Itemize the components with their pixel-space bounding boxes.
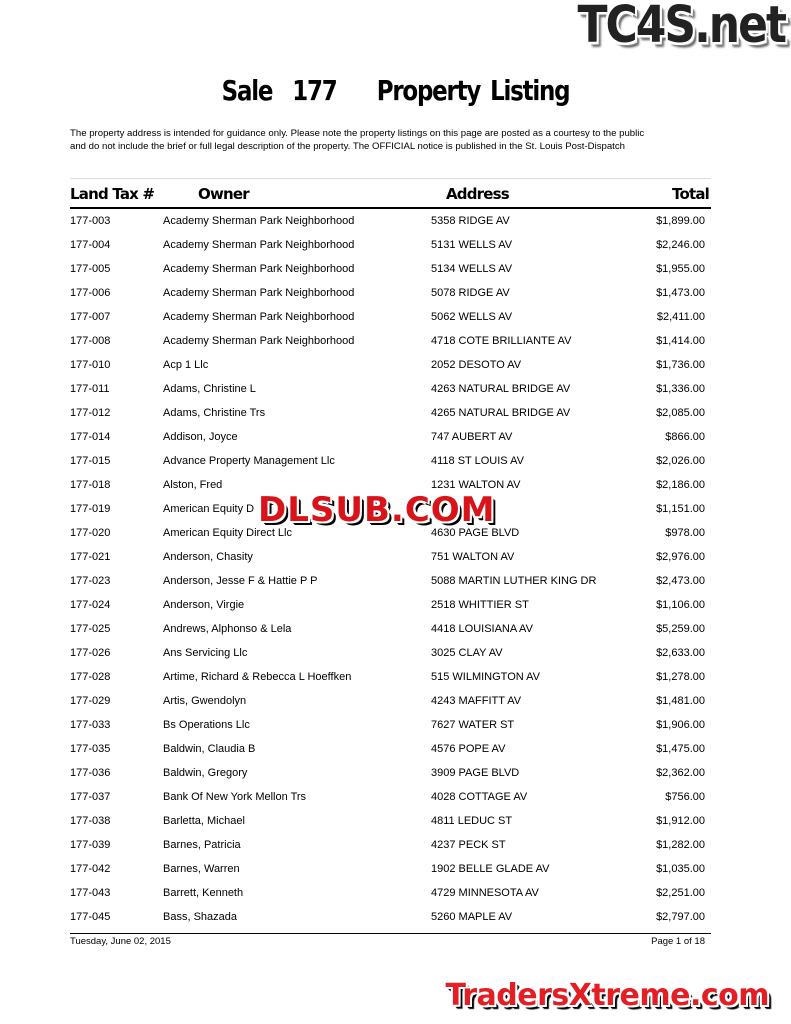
owner-name: Academy Sherman Park Neighborhood	[163, 311, 355, 323]
table-row	[0, 762, 791, 786]
land-tax-number: 177-014	[70, 431, 111, 443]
total-amount: $1,414.00	[656, 335, 705, 347]
total-amount: $1,473.00	[656, 287, 705, 299]
property-address: 747 AUBERT AV	[431, 431, 513, 443]
total-amount: $2,473.00	[656, 575, 705, 587]
top-divider	[70, 178, 711, 179]
footer-page-number: Page 1 of 18	[651, 936, 705, 947]
owner-name: Academy Sherman Park Neighborhood	[163, 287, 355, 299]
land-tax-number: 177-037	[70, 791, 111, 803]
property-address: 5134 WELLS AV	[431, 263, 513, 275]
owner-name: Bass, Shazada	[163, 911, 237, 923]
sale-number: Sale 177	[221, 74, 337, 107]
property-address: 5088 MARTIN LUTHER KING DR	[431, 575, 597, 587]
column-header-total: Total	[672, 185, 709, 203]
owner-name: Barnes, Patricia	[163, 839, 241, 851]
total-amount: $1,336.00	[656, 383, 705, 395]
owner-name: Barletta, Michael	[163, 815, 245, 827]
table-row	[0, 306, 791, 330]
table-row	[0, 738, 791, 762]
table-row	[0, 282, 791, 306]
table-row	[0, 834, 791, 858]
owner-name: Bs Operations Llc	[163, 719, 250, 731]
owner-name: American Equity Direct Llc	[163, 527, 292, 539]
table-row	[0, 810, 791, 834]
table-row	[0, 450, 791, 474]
total-amount: $2,251.00	[656, 887, 705, 899]
land-tax-number: 177-020	[70, 527, 111, 539]
disclaimer	[70, 128, 710, 153]
total-amount: $2,976.00	[656, 551, 705, 563]
property-address: 1231 WALTON AV	[431, 479, 521, 491]
total-amount: $2,362.00	[656, 767, 705, 779]
land-tax-number: 177-033	[70, 719, 111, 731]
land-tax-number: 177-019	[70, 503, 111, 515]
page-title	[71, 74, 720, 107]
total-amount: $1,106.00	[656, 599, 705, 611]
property-address: 4265 NATURAL BRIDGE AV	[431, 407, 571, 419]
land-tax-number: 177-043	[70, 887, 111, 899]
owner-name: Anderson, Chasity	[163, 551, 253, 563]
table-row	[0, 594, 791, 618]
owner-name: Andrews, Alphonso & Lela	[163, 623, 292, 635]
land-tax-number: 177-038	[70, 815, 111, 827]
disclaimer-line-2: and do not include the brief or full legal description of the property. The OFFICIAL notice is published in the St. Louis Post-Dispatch	[70, 140, 625, 152]
owner-name: Barnes, Warren	[163, 863, 240, 875]
table-row	[0, 714, 791, 738]
property-address: 5131 WELLS AV	[431, 239, 513, 251]
property-address: 7627 WATER ST	[431, 719, 515, 731]
total-amount: $1,475.00	[656, 743, 705, 755]
owner-name: Artis, Gwendolyn	[163, 695, 247, 707]
property-address: 751 WALTON AV	[431, 551, 515, 563]
owner-name: Advance Property Management Llc	[163, 455, 335, 467]
total-amount: $2,797.00	[656, 911, 705, 923]
property-address: 5358 RIDGE AV	[431, 215, 510, 227]
total-amount: $5,259.00	[656, 623, 705, 635]
property-address: 4118 ST LOUIS AV	[431, 455, 524, 467]
total-amount: $2,246.00	[656, 239, 705, 251]
property-address: 3025 CLAY AV	[431, 647, 503, 659]
table-row	[0, 906, 791, 930]
owner-name: Academy Sherman Park Neighborhood	[163, 335, 355, 347]
column-header-owner: Owner	[198, 185, 249, 203]
land-tax-number: 177-028	[70, 671, 111, 683]
owner-name: Barrett, Kenneth	[163, 887, 244, 899]
total-amount: $866.00	[665, 431, 705, 443]
column-header-tax: Land Tax #	[70, 185, 155, 203]
property-address: 5078 RIDGE AV	[431, 287, 510, 299]
land-tax-number: 177-024	[70, 599, 111, 611]
property-address: 2052 DESOTO AV	[431, 359, 522, 371]
owner-name: Academy Sherman Park Neighborhood	[163, 239, 355, 251]
total-amount: $1,736.00	[656, 359, 705, 371]
column-header-address: Address	[446, 185, 509, 203]
owner-name: Baldwin, Gregory	[163, 767, 248, 779]
owner-name: Academy Sherman Park Neighborhood	[163, 263, 355, 275]
table-row	[0, 546, 791, 570]
owner-name: Baldwin, Claudia B	[163, 743, 256, 755]
owner-name: Addison, Joyce	[163, 431, 238, 443]
land-tax-number: 177-006	[70, 287, 111, 299]
property-address: 2518 WHITTIER ST	[431, 599, 529, 611]
property-address: 4418 LOUISIANA AV	[431, 623, 533, 635]
footer-divider	[70, 933, 711, 934]
land-tax-number: 177-021	[70, 551, 111, 563]
table-row	[0, 666, 791, 690]
land-tax-number: 177-015	[70, 455, 111, 467]
total-amount: $2,085.00	[656, 407, 705, 419]
land-tax-number: 177-003	[70, 215, 111, 227]
property-address: 4263 NATURAL BRIDGE AV	[431, 383, 571, 395]
property-address: 4811 LEDUC ST	[431, 815, 513, 827]
total-amount: $1,899.00	[656, 215, 705, 227]
table-row	[0, 210, 791, 234]
table-row	[0, 378, 791, 402]
total-amount: $1,955.00	[656, 263, 705, 275]
land-tax-number: 177-026	[70, 647, 111, 659]
tradersxtreme-watermark: TradersXtreme.com	[445, 978, 769, 1013]
owner-name: Academy Sherman Park Neighborhood	[163, 215, 355, 227]
property-address: 4729 MINNESOTA AV	[431, 887, 539, 899]
land-tax-number: 177-004	[70, 239, 111, 251]
owner-name: Adams, Christine L	[163, 383, 256, 395]
land-tax-number: 177-035	[70, 743, 111, 755]
property-address: 4718 COTE BRILLIANTE AV	[431, 335, 572, 347]
table-row	[0, 690, 791, 714]
table-row	[0, 234, 791, 258]
land-tax-number: 177-005	[70, 263, 111, 275]
total-amount: $2,411.00	[656, 311, 705, 323]
land-tax-number: 177-039	[70, 839, 111, 851]
owner-name: Anderson, Jesse F & Hattie P P	[163, 575, 318, 587]
total-amount: $2,186.00	[656, 479, 705, 491]
tc4s-watermark: TC4S.net	[577, 0, 785, 55]
table-row	[0, 882, 791, 906]
land-tax-number: 177-010	[70, 359, 111, 371]
property-address: 4237 PECK ST	[431, 839, 506, 851]
total-amount: $2,633.00	[656, 647, 705, 659]
table-row	[0, 642, 791, 666]
table-row	[0, 330, 791, 354]
total-amount: $1,282.00	[656, 839, 705, 851]
table-row	[0, 618, 791, 642]
land-tax-number: 177-011	[70, 383, 110, 395]
owner-name: American Equity D	[163, 503, 255, 515]
land-tax-number: 177-007	[70, 311, 111, 323]
land-tax-number: 177-045	[70, 911, 111, 923]
property-address: 5260 MAPLE AV	[431, 911, 513, 923]
dlsub-watermark: DLSUB.COM	[258, 490, 496, 530]
property-address: 4028 COTTAGE AV	[431, 791, 528, 803]
table-row	[0, 858, 791, 882]
property-address: 4576 POPE AV	[431, 743, 506, 755]
property-address: 3909 PAGE BLVD	[431, 767, 520, 779]
owner-name: Alston, Fred	[163, 479, 223, 491]
land-tax-number: 177-018	[70, 479, 111, 491]
total-amount: $1,906.00	[656, 719, 705, 731]
owner-name: Adams, Christine Trs	[163, 407, 266, 419]
table-row	[0, 354, 791, 378]
property-address: 4630 PAGE BLVD	[431, 527, 520, 539]
owner-name: Acp 1 Llc	[163, 359, 209, 371]
total-amount: $2,026.00	[656, 455, 705, 467]
owner-name: Artime, Richard & Rebecca L Hoeffken	[163, 671, 352, 683]
table-row	[0, 258, 791, 282]
land-tax-number: 177-012	[70, 407, 111, 419]
total-amount: $1,278.00	[656, 671, 705, 683]
total-amount: $978.00	[665, 527, 705, 539]
land-tax-number: 177-029	[70, 695, 111, 707]
table-row	[0, 786, 791, 810]
property-address: 5062 WELLS AV	[431, 311, 513, 323]
header-divider	[70, 207, 711, 209]
listing-label: Property Listing	[376, 74, 570, 107]
footer-date: Tuesday, June 02, 2015	[70, 936, 171, 947]
total-amount: $1,912.00	[656, 815, 705, 827]
disclaimer-line-1: The property address is intended for guidance only. Please note the property listings on this page are posted as a courtesy to the public	[70, 128, 645, 139]
table-row	[0, 570, 791, 594]
owner-name: Bank Of New York Mellon Trs	[163, 791, 307, 803]
total-amount: $1,151.00	[656, 503, 705, 515]
land-tax-number: 177-036	[70, 767, 111, 779]
total-amount: $1,035.00	[656, 863, 705, 875]
property-address: 1902 BELLE GLADE AV	[431, 863, 550, 875]
owner-name: Anderson, Virgie	[163, 599, 245, 611]
owner-name: Ans Servicing Llc	[163, 647, 248, 659]
land-tax-number: 177-008	[70, 335, 111, 347]
table-row	[0, 426, 791, 450]
land-tax-number: 177-042	[70, 863, 111, 875]
total-amount: $1,481.00	[656, 695, 705, 707]
land-tax-number: 177-025	[70, 623, 111, 635]
property-address: 4243 MAFFITT AV	[431, 695, 522, 707]
table-row	[0, 402, 791, 426]
property-address: 515 WILMINGTON AV	[431, 671, 541, 683]
land-tax-number: 177-023	[70, 575, 111, 587]
total-amount: $756.00	[665, 791, 705, 803]
